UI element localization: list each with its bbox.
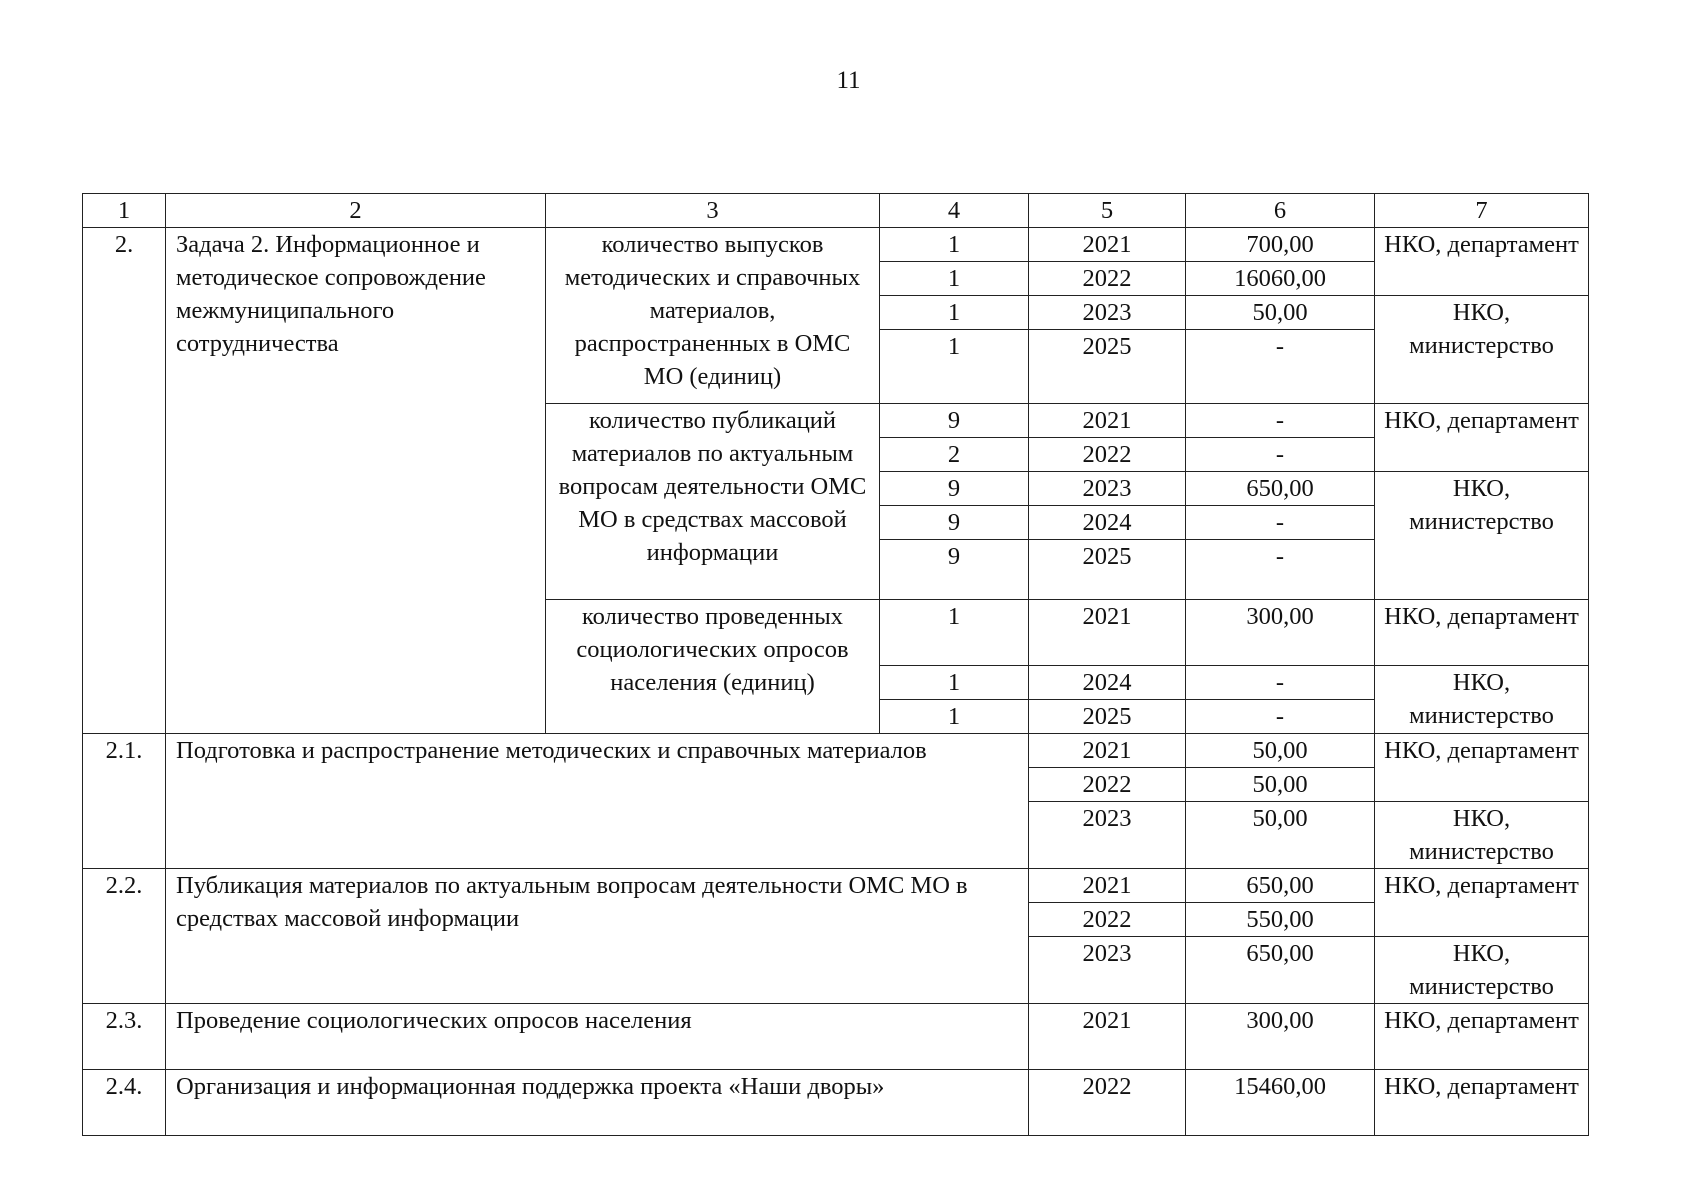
year-cell: 2025 [1029, 540, 1186, 600]
amount-cell: 650,00 [1186, 869, 1375, 903]
table-row [83, 734, 1589, 768]
task-number: 2. [83, 228, 166, 734]
executor-cell: НКО, министерство [1375, 802, 1589, 869]
indicator-value: 1 [880, 330, 1029, 404]
year-cell: 2023 [1029, 472, 1186, 506]
indicator-value: 1 [880, 228, 1029, 262]
indicator-value: 9 [880, 506, 1029, 540]
year-cell: 2022 [1029, 768, 1186, 802]
amount-cell: - [1186, 540, 1375, 600]
year-cell: 2023 [1029, 802, 1186, 869]
activity-name: Публикация материалов по актуальным вопросам деятельности ОМС МО в средствах массовой информации [166, 869, 1029, 1004]
indicator-value: 9 [880, 404, 1029, 438]
amount-cell: - [1186, 330, 1375, 404]
year-cell: 2022 [1029, 1070, 1186, 1136]
table-row [83, 1070, 1589, 1136]
executor-cell: НКО, департамент [1375, 404, 1589, 472]
executor-cell: НКО, министерство [1375, 472, 1589, 600]
activity-number: 2.4. [83, 1070, 166, 1136]
activity-number: 2.2. [83, 869, 166, 1004]
amount-cell: 50,00 [1186, 768, 1375, 802]
indicator-value: 1 [880, 700, 1029, 734]
header-col-6: 6 [1186, 194, 1375, 228]
executor-cell: НКО, министерство [1375, 937, 1589, 1004]
amount-cell: 300,00 [1186, 1004, 1375, 1070]
amount-cell: 16060,00 [1186, 262, 1375, 296]
indicator-value: 1 [880, 262, 1029, 296]
indicator-value: 1 [880, 600, 1029, 666]
year-cell: 2023 [1029, 296, 1186, 330]
year-cell: 2021 [1029, 869, 1186, 903]
year-cell: 2022 [1029, 438, 1186, 472]
year-cell: 2025 [1029, 700, 1186, 734]
amount-cell: 15460,00 [1186, 1070, 1375, 1136]
header-row [83, 194, 1589, 228]
year-cell: 2021 [1029, 1004, 1186, 1070]
activity-name: Организация и информационная поддержка проекта «Наши дворы» [166, 1070, 1029, 1136]
executor-cell: НКО, департамент [1375, 869, 1589, 937]
year-cell: 2021 [1029, 600, 1186, 666]
amount-cell: - [1186, 666, 1375, 700]
task-name: Задача 2. Информационное и методическое сопровождение межмуниципального сотрудничества [166, 228, 546, 734]
program-table [82, 193, 1589, 1136]
year-cell: 2021 [1029, 404, 1186, 438]
indicator-value: 1 [880, 296, 1029, 330]
year-cell: 2021 [1029, 228, 1186, 262]
indicator-name: количество публикаций материалов по актуальным вопросам деятельности ОМС МО в средствах массовой информации [546, 404, 880, 600]
indicator-value: 9 [880, 540, 1029, 600]
header-col-7: 7 [1375, 194, 1589, 228]
header-col-5: 5 [1029, 194, 1186, 228]
indicator-name: количество проведенных социологических опросов населения (единиц) [546, 600, 880, 734]
year-cell: 2024 [1029, 666, 1186, 700]
amount-cell: - [1186, 700, 1375, 734]
activity-number: 2.1. [83, 734, 166, 869]
executor-cell: НКО, департамент [1375, 1004, 1589, 1070]
table-row [83, 228, 1589, 262]
year-cell: 2024 [1029, 506, 1186, 540]
amount-cell: 650,00 [1186, 472, 1375, 506]
header-col-4: 4 [880, 194, 1029, 228]
amount-cell: - [1186, 438, 1375, 472]
amount-cell: 550,00 [1186, 903, 1375, 937]
header-col-3: 3 [546, 194, 880, 228]
activity-name: Проведение социологических опросов населения [166, 1004, 1029, 1070]
header-col-1: 1 [83, 194, 166, 228]
executor-cell: НКО, департамент [1375, 734, 1589, 802]
year-cell: 2021 [1029, 734, 1186, 768]
amount-cell: 300,00 [1186, 600, 1375, 666]
indicator-name: количество выпусков методических и справочных материалов, распространенных в ОМС МО (единиц) [546, 228, 880, 404]
page-number: 11 [836, 67, 861, 94]
year-cell: 2022 [1029, 903, 1186, 937]
amount-cell: 50,00 [1186, 802, 1375, 869]
executor-cell: НКО, департамент [1375, 1070, 1589, 1136]
activity-number: 2.3. [83, 1004, 166, 1070]
amount-cell: - [1186, 404, 1375, 438]
activity-name: Подготовка и распространение методических и справочных материалов [166, 734, 1029, 869]
indicator-value: 9 [880, 472, 1029, 506]
amount-cell: - [1186, 506, 1375, 540]
header-col-2: 2 [166, 194, 546, 228]
amount-cell: 50,00 [1186, 296, 1375, 330]
executor-cell: НКО, департамент [1375, 600, 1589, 666]
table-row [83, 869, 1589, 903]
year-cell: 2023 [1029, 937, 1186, 1004]
executor-cell: НКО, департамент [1375, 228, 1589, 296]
amount-cell: 50,00 [1186, 734, 1375, 768]
amount-cell: 700,00 [1186, 228, 1375, 262]
indicator-value: 2 [880, 438, 1029, 472]
executor-cell: НКО, министерство [1375, 296, 1589, 404]
year-cell: 2025 [1029, 330, 1186, 404]
indicator-value: 1 [880, 666, 1029, 700]
table-row [83, 1004, 1589, 1070]
executor-cell: НКО, министерство [1375, 666, 1589, 734]
amount-cell: 650,00 [1186, 937, 1375, 1004]
year-cell: 2022 [1029, 262, 1186, 296]
